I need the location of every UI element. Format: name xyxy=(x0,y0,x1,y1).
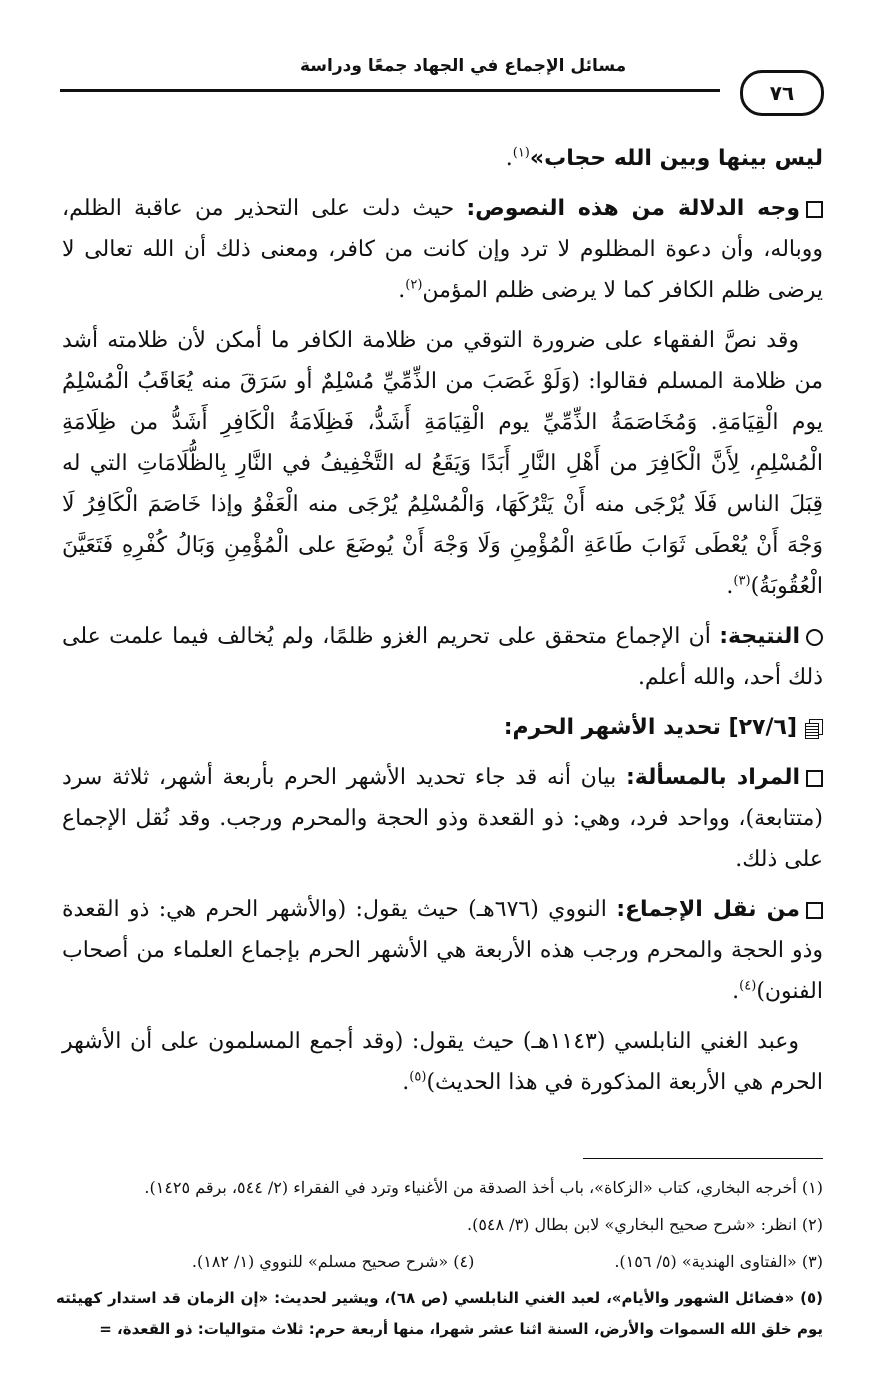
issue-meaning-heading: المراد بالمسألة: xyxy=(626,765,800,790)
running-title: مسائل الإجماع في الجهاد جمعًا ودراسة xyxy=(300,56,627,76)
footnote-ref-3: (٣) xyxy=(733,573,751,589)
period: . xyxy=(398,278,406,303)
circle-bullet-icon xyxy=(806,629,823,646)
nabulsi-text: وعبد الغني النابلسي (١١٤٣هـ) حيث يقول: (وقد أجمع المسلمون على أن الأشهر الحرم هي الأربعة المذكورة في هذا الحديث) xyxy=(62,1029,823,1095)
section-heading xyxy=(62,707,823,748)
footnote-5: (٥) «فضائل الشهور والأيام»، لعبد الغني النابلسي (ص ٦٨)، ويشير لحديث: «إن الزمان قد استدار كهيئته يوم خلق الله السموات والأرض، السنة اثنا عشر شهرا، منها أربعة حرم: ثلاث متواليات: ذو القعدة، = xyxy=(56,1289,823,1338)
paragraph-hadith-end xyxy=(62,138,823,179)
period: . xyxy=(402,1070,410,1095)
result-text: أن الإجماع متحقق على تحريم الغزو ظلمًا، ولم يُخالف فيما علمت على ذلك أحد، والله أعلم. xyxy=(62,624,823,690)
issue-meaning-text: بيان أنه قد جاء تحديد الأشهر الحرم بأربعة أشهر، ثلاثة سرد (متتابعة)، وواحد فرد، وهي: ذو القعدة وذو الحجة والمحرم ورجب. وقد نُقل الإجماع على ذلك. xyxy=(62,765,823,872)
square-bullet-icon xyxy=(806,902,823,919)
footnote-ref-5: (٥) xyxy=(409,1069,427,1085)
paragraph-consensus-transmitters xyxy=(62,889,823,1012)
page-number-badge: ٧٦ xyxy=(740,70,824,116)
header-rule xyxy=(60,89,720,92)
paragraph-nabulsi xyxy=(62,1021,823,1103)
section-title: [٢٧/٦] تحديد الأشهر الحرم: xyxy=(503,715,797,740)
period: . xyxy=(505,146,513,171)
paragraph-issue-meaning xyxy=(62,757,823,880)
footnote-4: (٤) «شرح صحيح مسلم» للنووي (١/ ١٨٢). xyxy=(191,1252,475,1271)
hadith-end-text: ليس بينها وبين الله حجاب» xyxy=(529,146,823,171)
page-body xyxy=(62,138,823,1112)
consensus-text: النووي (٦٧٦هـ) حيث يقول: (والأشهر الحرم هي: ذو القعدة وذو الحجة والمحرم ورجب هذه الأربعة هي الأشهر الحرم بإجماع العلماء من أصحاب الفنون) xyxy=(62,897,823,1004)
result-heading: النتيجة: xyxy=(719,624,800,649)
footnote-row-3-4 xyxy=(56,1246,823,1277)
paragraph-jurists xyxy=(62,320,823,607)
footnote-ref-2: (٢) xyxy=(405,277,423,293)
jurists-text: وقد نصَّ الفقهاء على ضرورة التوقي من ظلامة الكافر ما أمكن لأن ظلامته أشد من ظلامة المسلم فقالوا: (وَلَوْ غَصَبَ من الذِّمِّيِّ مُسْلِمٌ أو سَرَقَ منه يُعَاقَبُ الْمُسْلِمُ يوم الْقِيَامَةِ. وَمُخَاصَمَةُ الذِّمِّيِّ يوم الْقِيَامَةِ أَشَدُّ، فَظِلَامَةُ الْكَافِرِ أَشَدُّ من ظِلَامَةِ الْمُسْلِمِ، لِأَنَّ الْكَافِرَ من أَهْلِ النَّارِ أَبَدًا وَيَقَعُ له التَّخْفِيفُ في النَّارِ بِالظُّلَامَاتِ التي له قِبَلَ الناس فَلَا يُرْجَى منه أَنْ يَتْرُكَهَا، وَالْمُسْلِمُ يُرْجَى منه الْعَفْوُ وإذا خَاصَمَ الْكَافِرُ لَا وَجْهَ أَنْ يُعْطَى ثَوَابَ طَاعَةِ الْمُؤْمِنِ وَلَا وَجْهَ أَنْ يُوضَعَ على الْمُؤْمِنِ وَبَالُ كُفْرِهِ فَتَعَيَّنَ الْعُقُوبَةُ) xyxy=(62,328,823,599)
footnote-2: (٢) انظر: «شرح صحيح البخاري» لابن بطال (٣/ ٥٤٨). xyxy=(466,1215,823,1234)
square-bullet-icon xyxy=(806,770,823,787)
consensus-heading: من نقل الإجماع: xyxy=(616,897,801,922)
footnote-ref-4: (٤) xyxy=(739,978,757,994)
footnote-1: (١) أخرجه البخاري، كتاب «الزكاة»، باب أخذ الصدقة من الأغنياء وترد في الفقراء (٢/ ٥٤٤، برقم ١٤٢٥). xyxy=(144,1178,823,1197)
square-bullet-icon xyxy=(806,201,823,218)
period: . xyxy=(726,574,734,599)
paragraph-result xyxy=(62,616,823,698)
evidence-heading: وجه الدلالة من هذه النصوص: xyxy=(466,196,800,221)
footnote-ref-1: (١) xyxy=(512,145,530,161)
documents-icon xyxy=(807,719,823,737)
paragraph-evidence xyxy=(62,188,823,311)
period: . xyxy=(732,979,740,1004)
evidence-text: حيث دلت على التحذير من عاقبة الظلم، ووباله، وأن دعوة المظلوم لا ترد وإن كانت من كافر، ومعنى ذلك أن الله تعالى لا يرضى ظلم الكافر كما لا يرضى ظلم المؤمن xyxy=(62,196,823,303)
footnotes xyxy=(56,1172,823,1351)
footnote-separator xyxy=(583,1158,823,1159)
footnote-3: (٣) «الفتاوى الهندية» (٥/ ١٥٦). xyxy=(614,1252,823,1271)
